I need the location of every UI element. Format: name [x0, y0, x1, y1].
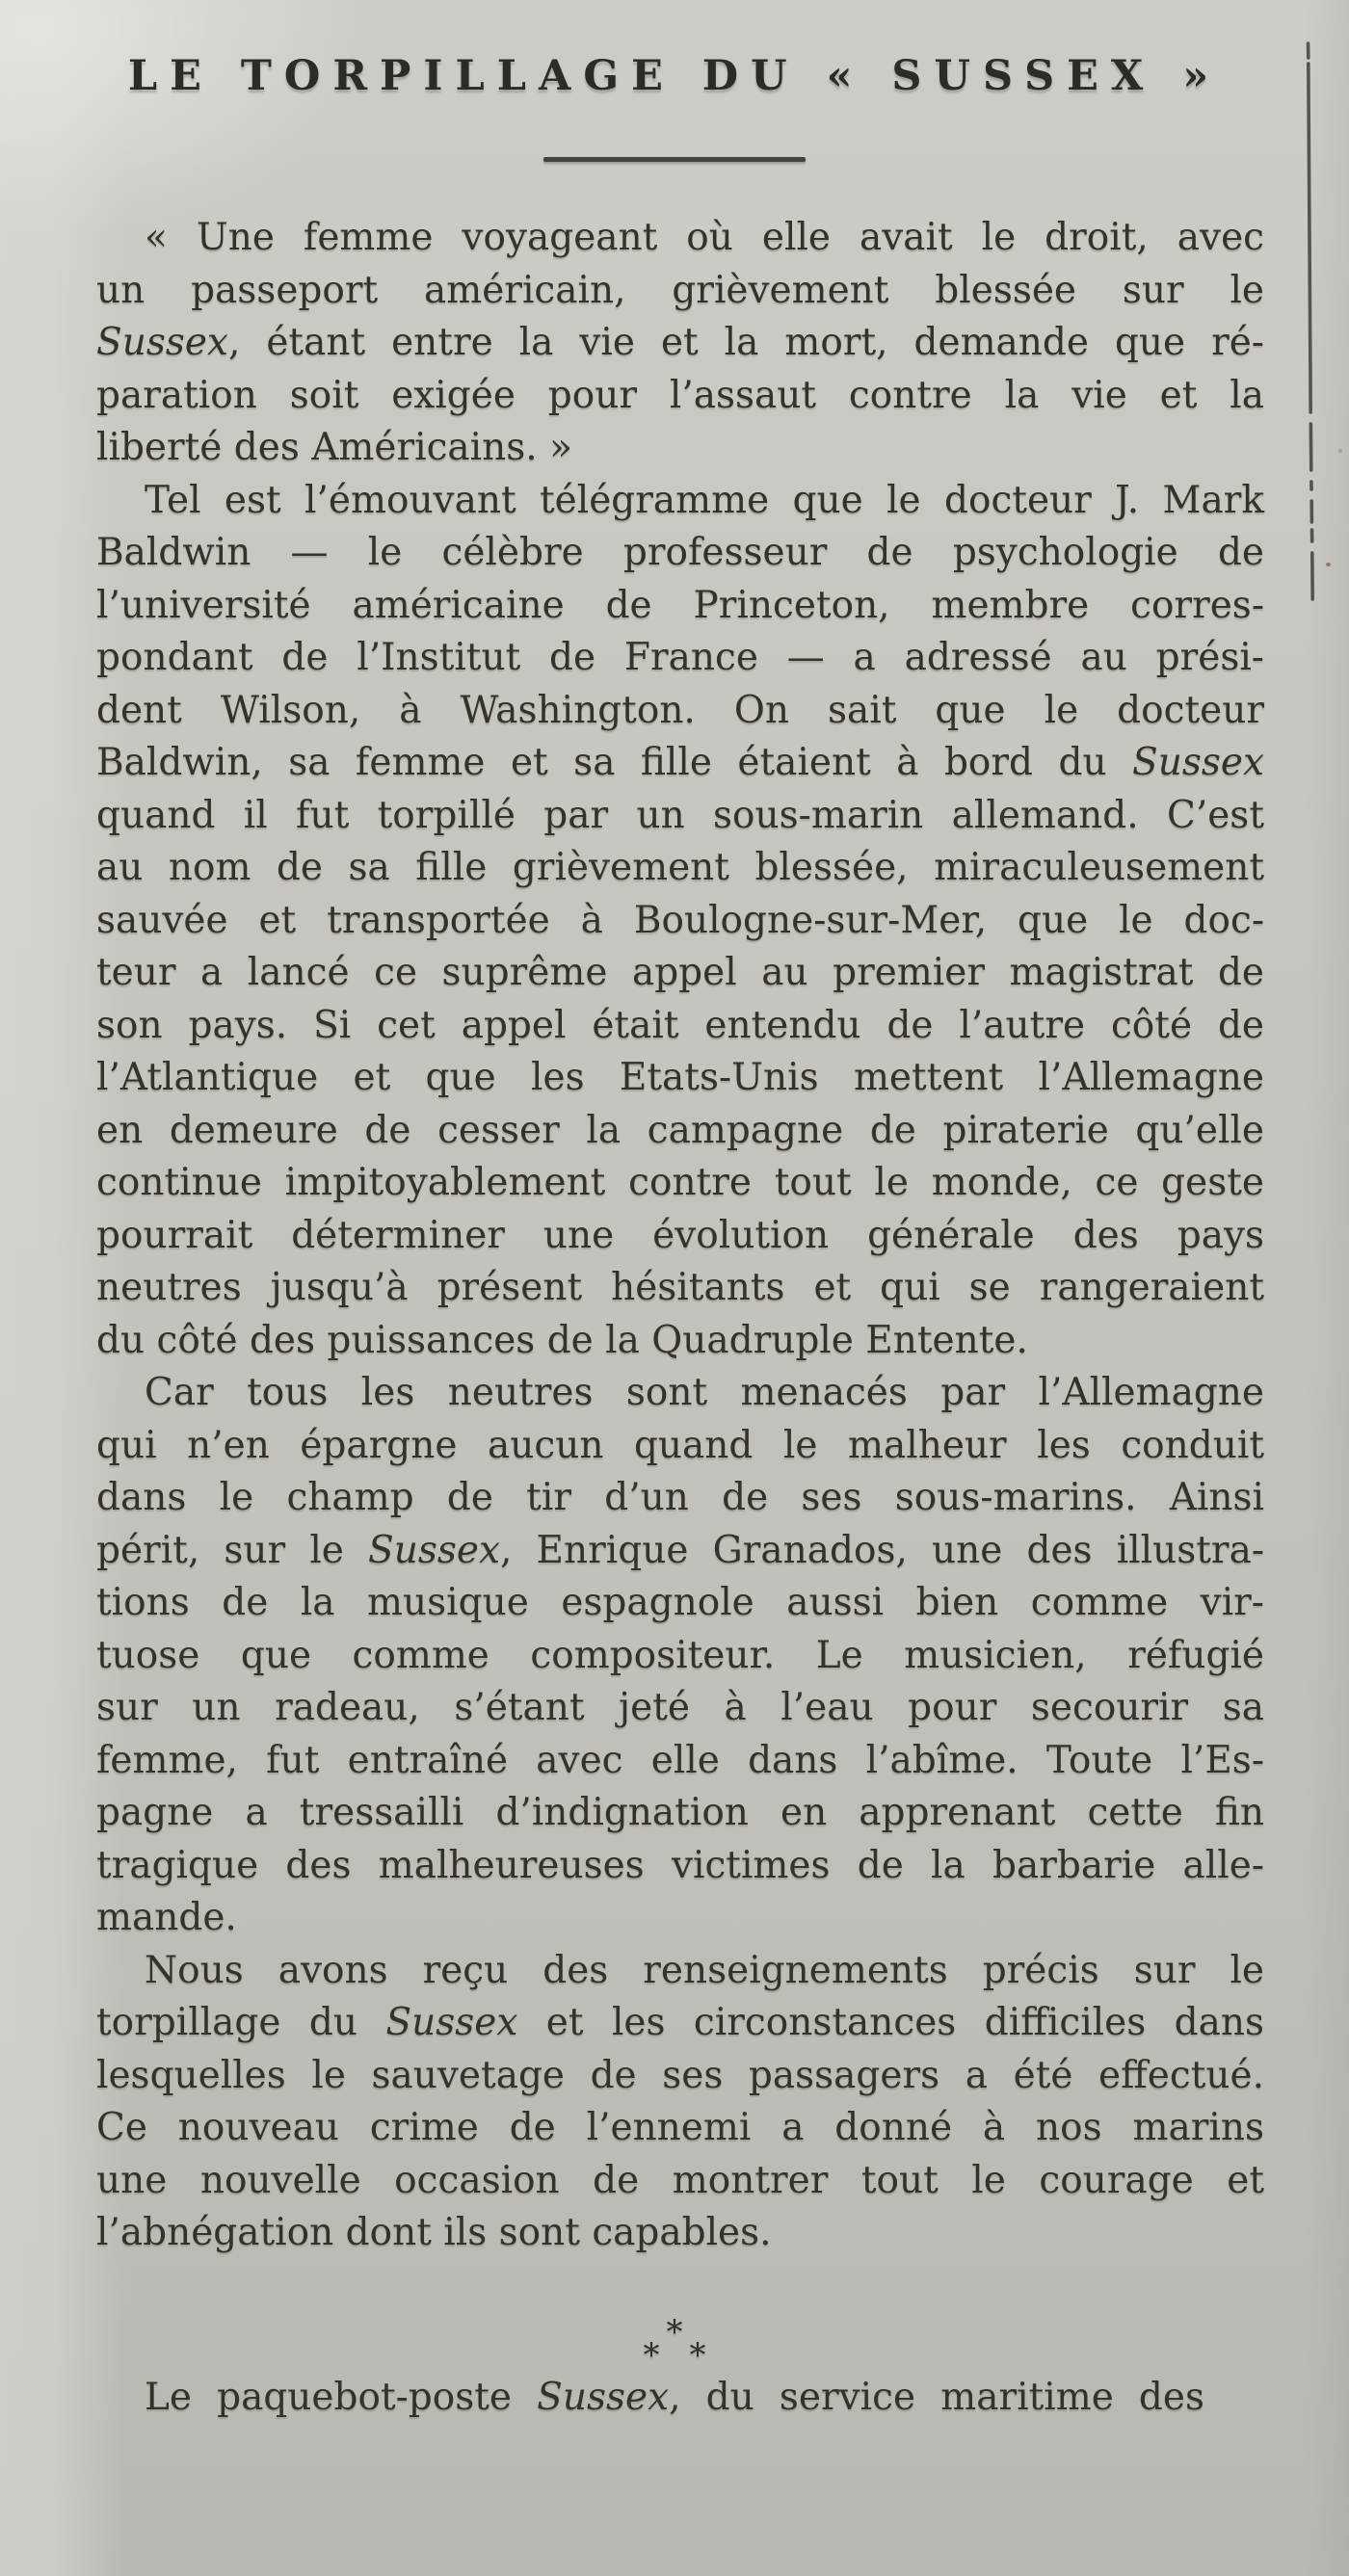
asterisk: *	[666, 2312, 683, 2352]
text-line	[96, 842, 1264, 895]
text-segment: en demeure de cesser la campagne de piraterie qu’elle	[96, 1108, 1264, 1152]
text-segment: l’Atlantique et que les Etats-Unis mettent l’Allemagne	[96, 1056, 1264, 1099]
text-segment: pagne a tressailli d’indignation en apprenant cette fin	[96, 1791, 1264, 1834]
text-segment: , Enrique Granados, une des illustra-	[500, 1528, 1265, 1572]
asterism-bottom-row	[0, 2335, 1349, 2375]
text-line	[96, 1892, 1264, 1945]
text-segment: du côté des puissances de la Quadruple Entente.	[96, 1318, 1028, 1362]
ship-name-italic: Sussex	[1132, 741, 1264, 784]
text-line	[96, 1367, 1264, 1420]
ship-name-italic: Sussex	[96, 321, 228, 364]
text-line	[96, 370, 1264, 423]
text-line	[96, 737, 1264, 790]
text-line	[96, 1157, 1264, 1210]
margin-pencil-mark	[1293, 29, 1332, 645]
text-line	[96, 475, 1264, 528]
text-segment: pourrait déterminer une évolution générale des pays	[96, 1213, 1264, 1257]
text-line	[96, 1630, 1264, 1683]
ship-name-italic: Sussex	[368, 1528, 500, 1572]
text-line	[96, 1315, 1264, 1368]
paper-speck	[1338, 449, 1342, 453]
text-segment: , du service maritime des	[669, 2375, 1204, 2419]
paragraph	[96, 2372, 1264, 2425]
text-segment: dans le champ de tir d’un de ses sous-marins. Ainsi	[96, 1476, 1264, 1519]
text-segment: l’abnégation dont ils sont capables.	[96, 2211, 772, 2254]
text-line	[96, 947, 1264, 1000]
text-segment: Baldwin — le célèbre professeur de psychologie de	[96, 531, 1264, 574]
text-line	[96, 632, 1264, 685]
text-line	[96, 895, 1264, 948]
text-line	[96, 1682, 1264, 1735]
text-segment: une nouvelle occasion de montrer tout le courage et	[96, 2158, 1264, 2202]
paragraph	[96, 1367, 1264, 1945]
text-segment: liberté des Américains. »	[96, 426, 572, 469]
title-divider	[543, 157, 806, 162]
text-line	[96, 790, 1264, 843]
text-segment: Le paquebot-poste	[145, 2375, 538, 2419]
article-body	[96, 212, 1264, 2260]
text-segment: torpillage du	[96, 2001, 386, 2044]
text-line	[96, 1735, 1264, 1788]
text-line	[96, 1262, 1264, 1315]
text-line	[96, 2372, 1204, 2425]
text-segment: Tel est l’émouvant télégramme que le docteur J. Mark	[145, 478, 1264, 522]
text-segment: tions de la musique espagnole aussi bien comme vir-	[96, 1581, 1264, 1624]
text-segment: mande.	[96, 1896, 237, 1939]
text-line	[96, 265, 1264, 318]
text-line	[96, 2102, 1264, 2155]
text-line	[96, 1000, 1264, 1053]
text-segment: tuose que comme compositeur. Le musicien, réfugié	[96, 1633, 1264, 1677]
text-line	[96, 1945, 1264, 1998]
text-line	[96, 580, 1264, 633]
text-segment: neutres jusqu’à présent hésitants et qui se rangeraient	[96, 1266, 1264, 1309]
text-line	[96, 1525, 1264, 1578]
text-segment: pondant de l’Institut de France — a adressé au prési-	[96, 636, 1264, 679]
text-segment: continue impitoyablement contre tout le monde, ce geste	[96, 1161, 1264, 1204]
text-segment: périt, sur le	[96, 1528, 369, 1572]
text-line	[96, 2155, 1264, 2208]
asterism-separator	[0, 2312, 1349, 2375]
text-segment: sur un radeau, s’étant jeté à l’eau pour secourir sa	[96, 1686, 1264, 1729]
text-line	[96, 2050, 1264, 2103]
text-segment: dent Wilson, à Washington. On sait que le docteur	[96, 688, 1264, 732]
text-segment: teur a lancé ce suprême appel au premier magistrat de	[96, 951, 1264, 994]
text-segment: Nous avons reçu des renseignements précis sur le	[145, 1948, 1264, 1992]
text-line	[96, 317, 1264, 370]
text-segment: tragique des malheureuses victimes de la barbarie alle-	[96, 1843, 1264, 1887]
text-segment: , étant entre la vie et la mort, demande que ré-	[227, 321, 1264, 364]
text-line	[96, 1840, 1264, 1893]
asterisk: *	[689, 2335, 706, 2375]
text-segment: lesquelles le sauvetage de ses passagers a été effectué.	[96, 2053, 1264, 2097]
text-line	[96, 422, 1264, 475]
text-segment: son pays. Si cet appel était entendu de l’autre côté de	[96, 1003, 1264, 1047]
ship-name-italic: Sussex	[537, 2375, 670, 2419]
text-line	[96, 1472, 1264, 1525]
text-line	[96, 2207, 1264, 2260]
asterisk: *	[643, 2335, 660, 2375]
text-line	[96, 685, 1264, 738]
article-title: LE TORPILLAGE DU « SUSSEX »	[127, 52, 1222, 100]
text-segment: Ce nouveau crime de l’ennemi a donné à nos marins	[96, 2106, 1264, 2149]
text-segment: au nom de sa fille grièvement blessée, miraculeusement	[96, 846, 1264, 889]
text-segment: sauvée et transportée à Boulogne-sur-Mer, que le doc-	[96, 898, 1264, 942]
text-segment: Baldwin, sa femme et sa fille étaient à bord du	[96, 741, 1133, 784]
text-segment: qui n’en épargne aucun quand le malheur les conduit	[96, 1423, 1264, 1467]
paragraph	[96, 212, 1264, 475]
text-line	[96, 212, 1264, 265]
text-segment: femme, fut entraîné avec elle dans l’abîme. Toute l’Es-	[96, 1738, 1264, 1782]
paragraph	[96, 475, 1264, 1368]
text-segment: l’université américaine de Princeton, membre corres-	[96, 583, 1264, 627]
text-segment: un passeport américain, grièvement blessée sur le	[96, 268, 1264, 312]
paragraph	[96, 1945, 1264, 2260]
text-segment: paration soit exigée pour l’assaut contre la vie et la	[96, 373, 1264, 417]
text-segment: « Une femme voyageant où elle avait le droit, avec	[145, 216, 1264, 259]
text-segment: Car tous les neutres sont menacés par l’Allemagne	[145, 1371, 1264, 1414]
text-line	[96, 1210, 1264, 1263]
text-segment: et les circonstances difficiles dans	[517, 2001, 1265, 2044]
text-line	[96, 1787, 1264, 1840]
text-segment: quand il fut torpillé par un sous-marin allemand. C’est	[96, 793, 1264, 837]
ship-name-italic: Sussex	[385, 2001, 518, 2044]
paper-speck	[1326, 563, 1331, 566]
text-line	[96, 527, 1264, 580]
article-continuation	[96, 2372, 1264, 2425]
text-line	[96, 1997, 1264, 2050]
text-line	[96, 1105, 1264, 1158]
text-line	[96, 1577, 1264, 1630]
text-line	[96, 1052, 1264, 1105]
text-line	[96, 1420, 1264, 1473]
